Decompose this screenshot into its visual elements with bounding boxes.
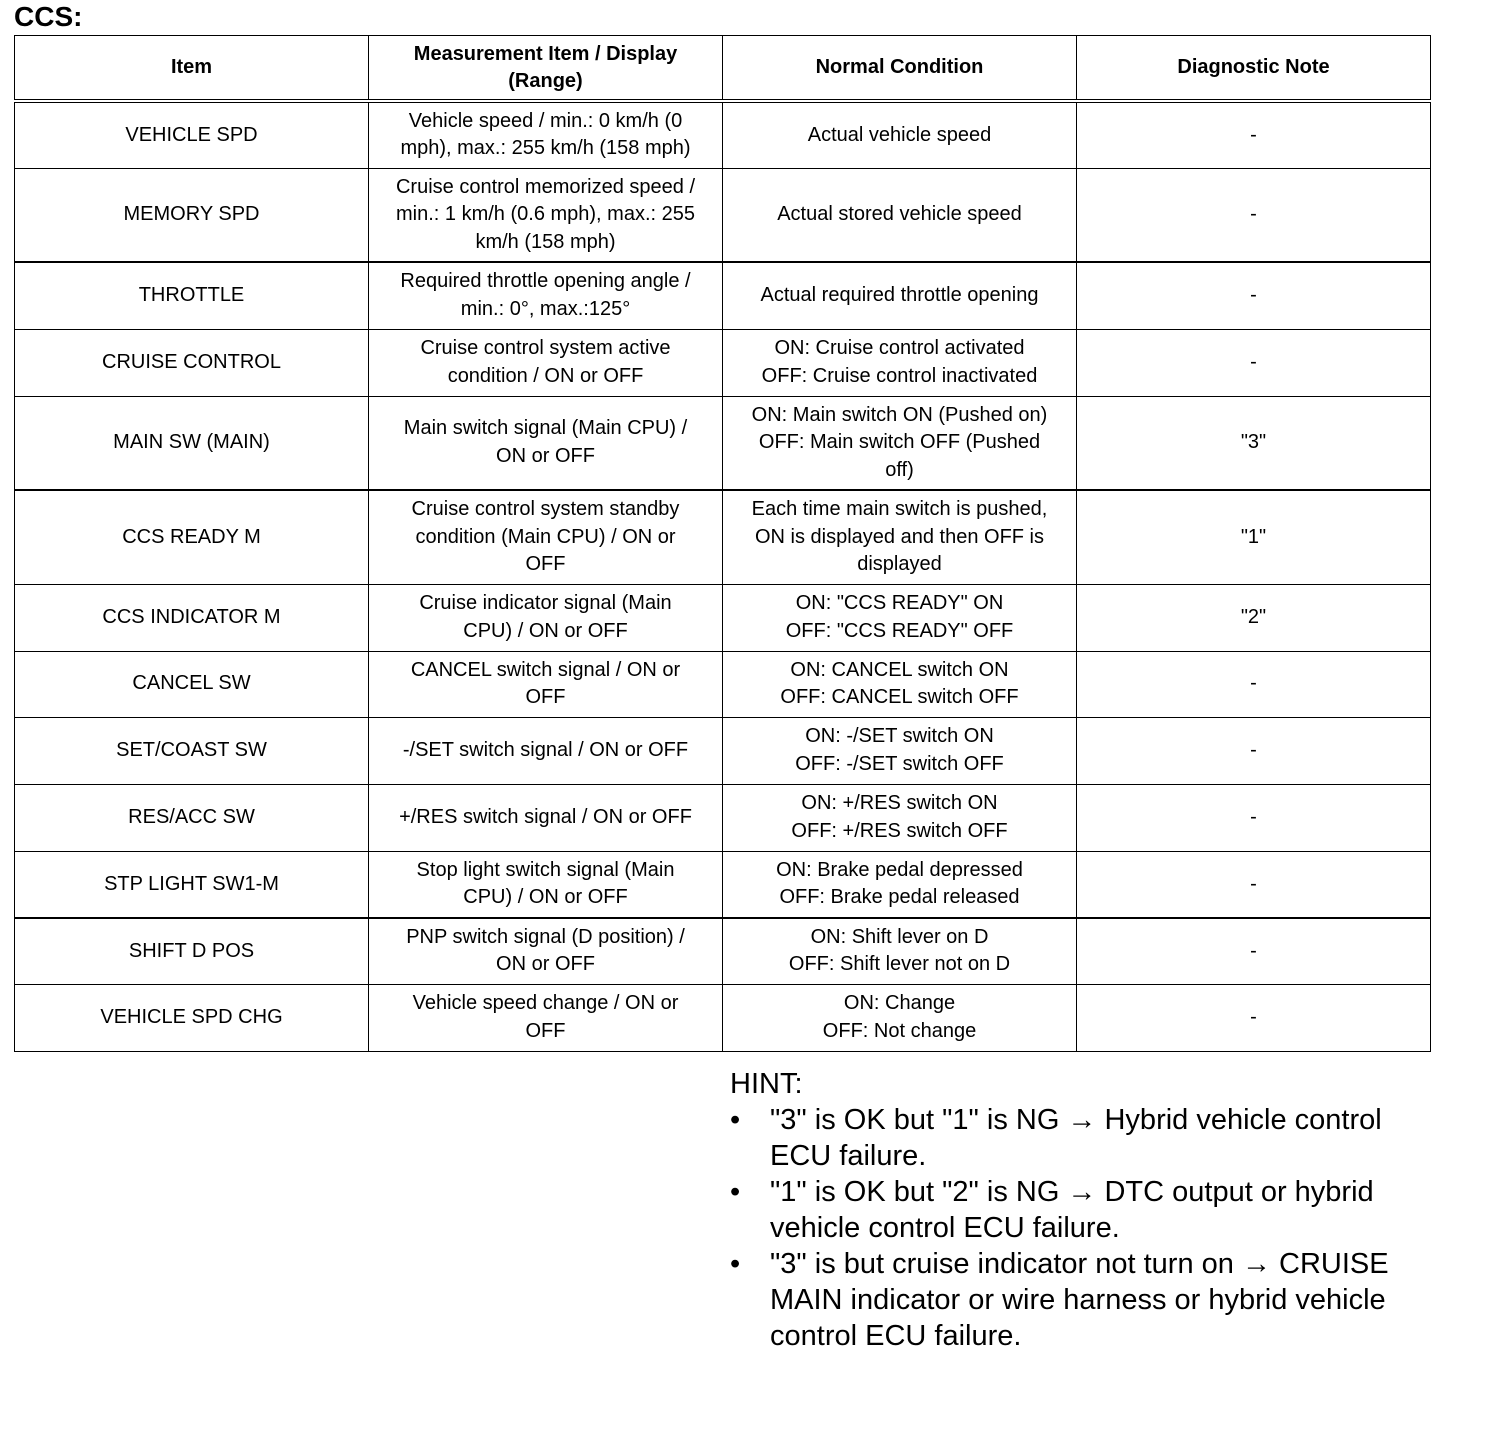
cell-measurement: Cruise control memorized speed / min.: 1 km/h (0.6 mph), max.: 255 km/h (158 mph) [369, 168, 723, 262]
cell-item: MEMORY SPD [15, 168, 369, 262]
cell-item: CCS INDICATOR M [15, 584, 369, 651]
cell-normal-condition: ON: Shift lever on D OFF: Shift lever not on D [723, 918, 1077, 984]
header-measurement-item: Measurement Item / Display (Range) [369, 36, 723, 102]
cell-diagnostic-note: - [1077, 851, 1431, 918]
cell-normal-condition: ON: Change OFF: Not change [723, 984, 1077, 1051]
table-row [15, 717, 1431, 784]
hint-section [730, 1066, 1450, 1354]
cell-diagnostic-note: - [1077, 784, 1431, 851]
header-item: Item [15, 36, 369, 102]
hint-item-text: "3" is OK but "1" is NG → Hybrid vehicle control ECU failure. [770, 1104, 1382, 1172]
cell-item: STP LIGHT SW1-M [15, 851, 369, 918]
table-row [15, 168, 1431, 262]
cell-measurement: Cruise control system active condition / ON or OFF [369, 329, 723, 396]
hint-item-text: "1" is OK but "2" is NG → DTC output or hybrid vehicle control ECU failure. [770, 1176, 1374, 1244]
cell-normal-condition: ON: -/SET switch ON OFF: -/SET switch OFF [723, 717, 1077, 784]
cell-item: CANCEL SW [15, 651, 369, 717]
cell-diagnostic-note: - [1077, 918, 1431, 984]
cell-normal-condition: ON: Brake pedal depressed OFF: Brake pedal released [723, 851, 1077, 918]
ccs-data-table [14, 35, 1431, 1052]
cell-normal-condition: Actual required throttle opening [723, 262, 1077, 329]
cell-measurement: Cruise indicator signal (Main CPU) / ON or OFF [369, 584, 723, 651]
cell-item: THROTTLE [15, 262, 369, 329]
header-diagnostic-note: Diagnostic Note [1077, 36, 1431, 102]
cell-measurement: PNP switch signal (D position) / ON or OFF [369, 918, 723, 984]
cell-diagnostic-note: - [1077, 168, 1431, 262]
cell-measurement: Vehicle speed / min.: 0 km/h (0 mph), max.: 255 km/h (158 mph) [369, 101, 723, 168]
bullet-icon: • [730, 1176, 741, 1208]
table-header-row [15, 36, 1431, 102]
cell-item: CRUISE CONTROL [15, 329, 369, 396]
cell-item: SET/COAST SW [15, 717, 369, 784]
cell-measurement: Cruise control system standby condition (Main CPU) / ON or OFF [369, 490, 723, 584]
cell-measurement: Stop light switch signal (Main CPU) / ON or OFF [369, 851, 723, 918]
cell-measurement: -/SET switch signal / ON or OFF [369, 717, 723, 784]
bullet-icon: • [730, 1104, 741, 1136]
table-row [15, 918, 1431, 984]
cell-measurement: +/RES switch signal / ON or OFF [369, 784, 723, 851]
cell-item: VEHICLE SPD [15, 101, 369, 168]
cell-item: CCS READY M [15, 490, 369, 584]
cell-diagnostic-note: "3" [1077, 396, 1431, 490]
table-row [15, 984, 1431, 1051]
cell-item: RES/ACC SW [15, 784, 369, 851]
bullet-icon: • [730, 1248, 741, 1280]
hint-item [730, 1174, 1450, 1246]
table-row [15, 262, 1431, 329]
hint-list [730, 1102, 1450, 1354]
cell-item: VEHICLE SPD CHG [15, 984, 369, 1051]
hint-item [730, 1102, 1450, 1174]
cell-normal-condition: ON: CANCEL switch ON OFF: CANCEL switch OFF [723, 651, 1077, 717]
cell-normal-condition: ON: Cruise control activated OFF: Cruise control inactivated [723, 329, 1077, 396]
cell-measurement: Required throttle opening angle / min.: 0°, max.:125° [369, 262, 723, 329]
cell-diagnostic-note: - [1077, 984, 1431, 1051]
cell-measurement: Main switch signal (Main CPU) / ON or OFF [369, 396, 723, 490]
cell-diagnostic-note: - [1077, 651, 1431, 717]
hint-item [730, 1246, 1450, 1354]
table-row [15, 101, 1431, 168]
cell-item: MAIN SW (MAIN) [15, 396, 369, 490]
cell-diagnostic-note: "1" [1077, 490, 1431, 584]
cell-normal-condition: Actual stored vehicle speed [723, 168, 1077, 262]
cell-measurement: Vehicle speed change / ON or OFF [369, 984, 723, 1051]
header-normal-condition: Normal Condition [723, 36, 1077, 102]
cell-measurement: CANCEL switch signal / ON or OFF [369, 651, 723, 717]
cell-item: SHIFT D POS [15, 918, 369, 984]
table-row [15, 784, 1431, 851]
cell-normal-condition: ON: "CCS READY" ON OFF: "CCS READY" OFF [723, 584, 1077, 651]
table-row [15, 490, 1431, 584]
cell-normal-condition: ON: +/RES switch ON OFF: +/RES switch OFF [723, 784, 1077, 851]
table-row [15, 851, 1431, 918]
cell-diagnostic-note: - [1077, 717, 1431, 784]
table-row [15, 651, 1431, 717]
cell-diagnostic-note: "2" [1077, 584, 1431, 651]
table-row [15, 584, 1431, 651]
cell-normal-condition: Actual vehicle speed [723, 101, 1077, 168]
cell-diagnostic-note: - [1077, 329, 1431, 396]
hint-item-text: "3" is but cruise indicator not turn on → CRUISE MAIN indicator or wire harness or hybrid vehicle control ECU failure. [770, 1248, 1389, 1352]
cell-diagnostic-note: - [1077, 101, 1431, 168]
hint-title: HINT: [730, 1068, 803, 1100]
cell-normal-condition: ON: Main switch ON (Pushed on) OFF: Main switch OFF (Pushed off) [723, 396, 1077, 490]
cell-diagnostic-note: - [1077, 262, 1431, 329]
table-row [15, 329, 1431, 396]
table-row [15, 396, 1431, 490]
cell-normal-condition: Each time main switch is pushed, ON is displayed and then OFF is displayed [723, 490, 1077, 584]
page-title: CCS: [14, 1, 83, 32]
